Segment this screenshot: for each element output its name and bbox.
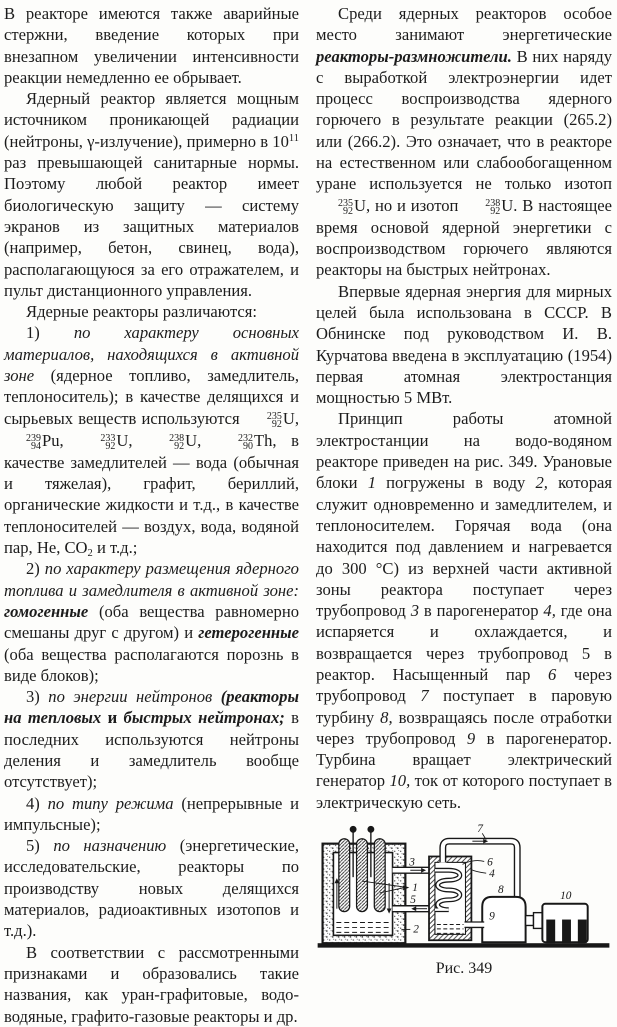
label-generator: 10: [560, 889, 572, 902]
isotope-notation: 232 90 Th: [237, 430, 273, 453]
paragraph: 2) по характеру размещения ядерного топлива и замедлителя в активной зоне: гомогенные (оба вещества равномерно смешаны друг с другом) и гетерогенные (оба вещества располагаются порознь в виде блоков);: [4, 559, 299, 685]
paragraph: В реакторе имеются также аварийные стержни, введение которых при внезапном увеличении интенсивности реакции немедленно ее обрывает.: [4, 4, 299, 87]
label-steam: 6: [487, 856, 493, 869]
right-column-text: [316, 3, 612, 813]
paragraph: 4) по типу режима (непрерывные и импульсные);: [4, 793, 300, 834]
paragraph: 5) по назначению (энергетические, исследовательские, реакторы по производству новых делящихся материалов, радиоактивных изотопов и т.д.).: [4, 836, 299, 941]
isotope-notation: 238 92 U: [485, 195, 514, 218]
isotope-notation: 233 92 U: [100, 430, 129, 453]
label-uranium-blocks: 1: [412, 882, 418, 895]
uranium-rods: [339, 839, 385, 912]
label-turbine: 8: [498, 884, 504, 897]
generator-supports: [546, 920, 586, 944]
isotope-notation: 238 92 U: [169, 430, 198, 453]
paragraph: Ядерные реакторы различаются:: [26, 302, 258, 322]
label-steam-generator: 4: [489, 868, 495, 881]
isotope-notation: 235 92 U: [338, 195, 366, 218]
paragraph: В соответствии с рассмотренными признаками и образовались такие названия, как уран-графитовые, водо-водяные, графито-газовые реакторы и др.: [4, 942, 299, 1026]
label-pipe-3: 3: [409, 856, 415, 869]
paragraph: 1) по характеру основных материалов, находящихся в активной зоне (ядерное топливо, замедлитель, теплоноситель); в качестве делящихся и сырьевых веществ используются 235 92 U, 239 94 Pu, 233 92 U, 238 92 U, 232 90 Th, в качестве замедлителей — вода (обычная и тяжелая), графит, бериллий, органические жидкости и т.д., в качестве теплоносителей — воздух, вода, водяной пар, He, $CO_2$ и т.д.;: [4, 323, 300, 560]
reactor-diagram: [316, 820, 613, 957]
left-column: [4, 3, 299, 1027]
paragraph: Принцип работы атомной электростанции на водо-водяном реакторе приведен на рис. 349. Урановые блоки 1 погружены в воду 2, которая служит одновременно и замедлителем, и теплоносителем. Горячая вода (она находится под давлением и нагревается до 300 °С) из верхней части активной зоны реактора поступает через трубопровод 3 в парогенератор 4, где она испаряется и охлаждается, и возвращается через трубопровод 5 в реактор. Насыщенный пар 6 через трубопровод 7 поступает в паровую турбину 8, возвращаясь после отработки через трубопровод 9 в парогенератор. Турбина вращает электрический генератор 10, ток от которого поступает в электрическую сеть.: [316, 409, 613, 812]
paragraph: Впервые ядерная энергия для мирных целей была использована в СССР. В Обнинске под руководством И. В. Курчатова введена в эксплуатацию (1954) первая атомная электростанция мощностью 5 МВт.: [316, 281, 612, 408]
paragraph: Среди ядерных реакторов особое место занимают энергетические реакторы-размножители. В них наряду с выработкой электроэнергии идет процесс воспроизводства ядерного горючего в результате реакции (265.2) или (266.2). Это означает, что в реакторе на естественном или слабообогащенном уране используется не только изотоп 235 92 U, но и изотоп 238 92 U. В настоящее время основой ядерной энергетики с воспроизводством горючего являются реакторы на быстрых нейтронах.: [316, 4, 612, 280]
right-column: [316, 3, 612, 1027]
label-pipe-5: 5: [410, 893, 416, 906]
paragraph: Ядерный реактор является мощным источником проникающей радиации (нейтроны, γ-излучение), примерно в $10^{11}$ раз превышающей санитарные нормы. Поэтому любой реактор имеет биологическую защиту — систему экранов из защитных материалов (например, бетон, свинец, вода), располагающуюся за его отражателем, и пульт дистанционного управления.: [4, 89, 299, 300]
label-water: 2: [413, 923, 419, 936]
paragraph: 3) по энергии нейтронов (реакторы на тепловых и быстрых нейтронах; в последних используются нейтроны деления и замедлитель вообще отсутствует);: [4, 687, 299, 792]
label-pipe-9: 9: [489, 910, 495, 923]
figure-caption: Рис. 349: [435, 960, 493, 978]
label-pipe-7: 7: [477, 822, 483, 835]
figure-349: [316, 820, 612, 978]
isotope-notation: 235 92 U: [266, 408, 295, 431]
shaft-coupling: [526, 913, 543, 929]
isotope-notation: 239 94 Pu: [26, 430, 60, 453]
